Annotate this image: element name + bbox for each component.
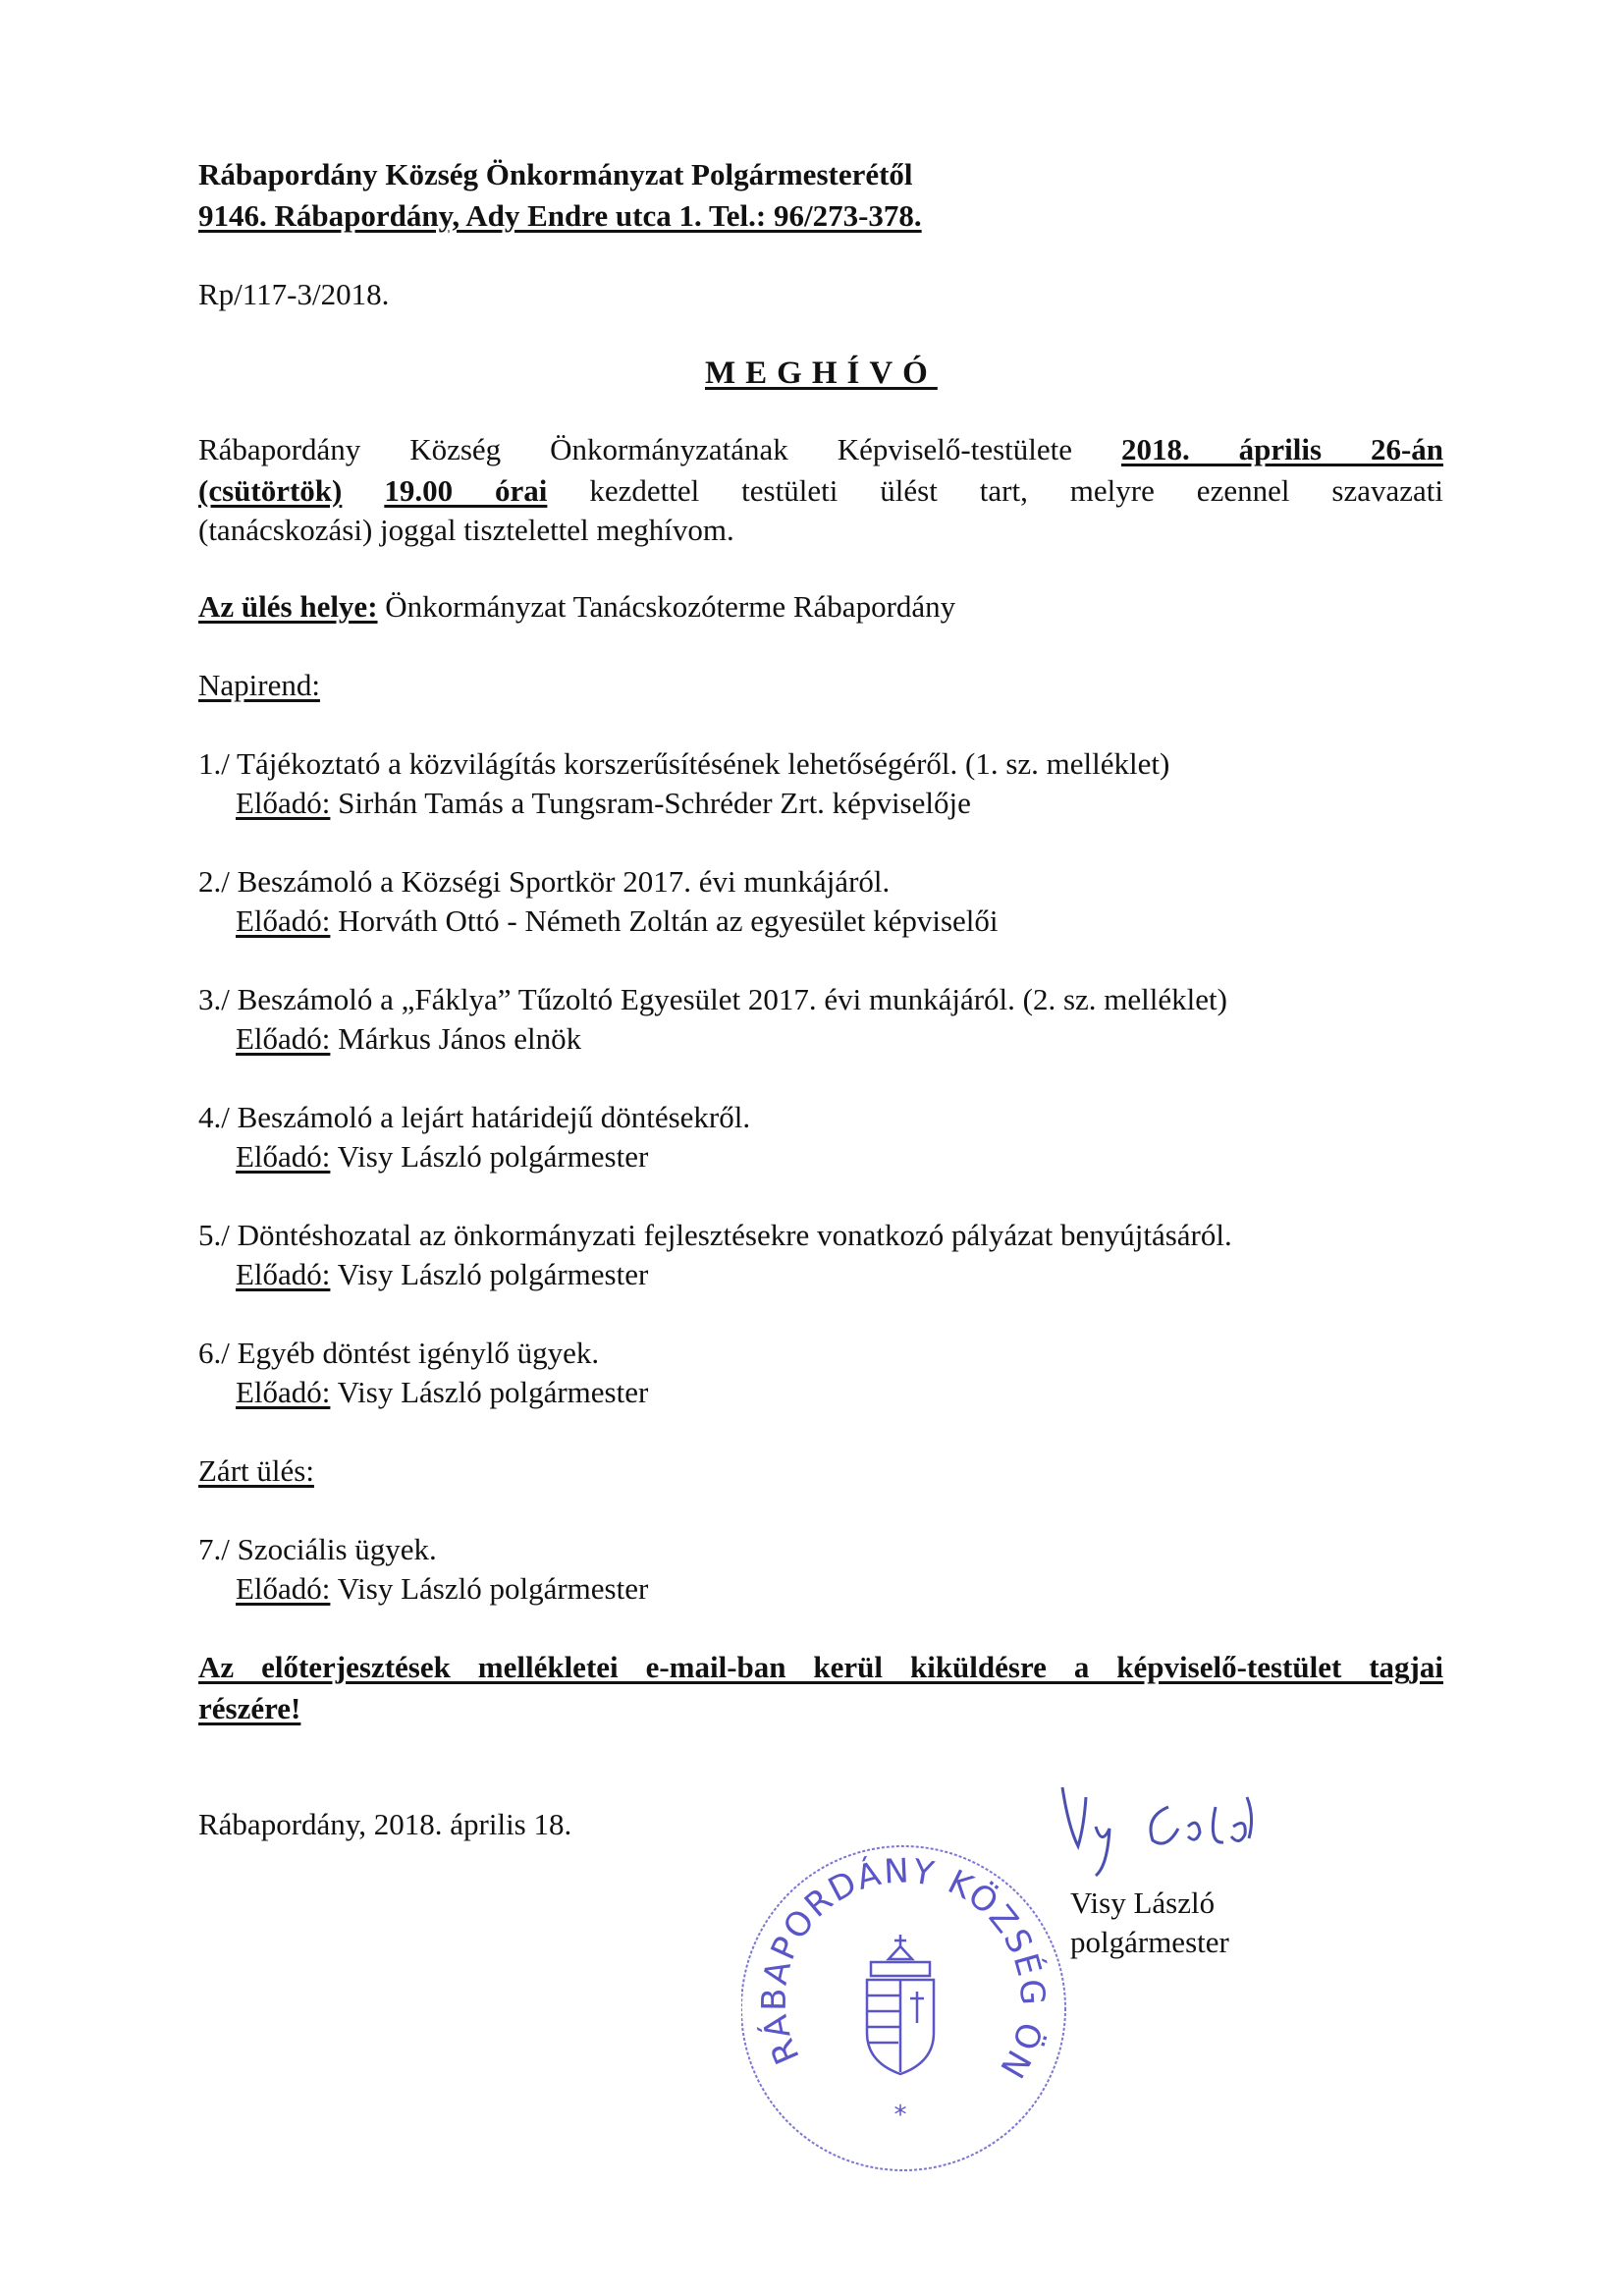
agenda-presenter xyxy=(236,1139,648,1175)
notice-line-2: részére! xyxy=(198,1691,301,1725)
header-line-1: Rábapordány Község Önkormányzat Polgármesterétől xyxy=(198,157,913,191)
intro-text-2: kezdettel testületi ülést tart, melyre ezennel szavazati xyxy=(589,473,1443,508)
hungarian-coat-of-arms-icon xyxy=(867,1935,934,2074)
header-line-2: 9146. Rábapordány, Ady Endre utca 1. Tel.: 96/273-378. xyxy=(198,198,922,233)
presenter-label: Előadó: xyxy=(236,786,331,820)
agenda-presenter xyxy=(236,1021,581,1057)
intro-line-3: (tanácskozási) joggal tisztelettel meghívom. xyxy=(198,513,734,547)
closed-session-label: Zárt ülés: xyxy=(198,1453,314,1488)
handwritten-signature xyxy=(1051,1768,1306,1886)
agenda-item: 4./ Beszámoló a lejárt határidejű döntésekről. xyxy=(198,1100,751,1134)
presenter-name: Visy László polgármester xyxy=(337,1375,649,1409)
venue xyxy=(198,589,955,625)
agenda-presenter xyxy=(236,1571,648,1607)
presenter-label: Előadó: xyxy=(236,1375,331,1409)
presenter-label: Előadó: xyxy=(236,1021,331,1056)
agenda-item: 1./ Tájékoztató a közvilágítás korszerűsítésének lehetőségéről. (1. sz. melléklet) xyxy=(198,746,1170,781)
intro-line-2 xyxy=(198,473,1443,509)
presenter-label: Előadó: xyxy=(236,1571,331,1606)
venue-label: Az ülés helye: xyxy=(198,589,378,624)
signatory-name: Visy László xyxy=(1070,1886,1216,1920)
agenda-presenter xyxy=(236,786,971,821)
agenda-label: Napirend: xyxy=(198,668,320,702)
presenter-name: Márkus János elnök xyxy=(338,1021,582,1056)
stamp-star-icon: * xyxy=(893,2101,907,2130)
intro-text: Rábapordány Község Önkormányzatának Képviselő-testülete xyxy=(198,432,1073,466)
signatory-role: polgármester xyxy=(1070,1925,1229,1959)
place-date: Rábapordány, 2018. április 18. xyxy=(198,1807,572,1841)
reference-number: Rp/117-3/2018. xyxy=(198,277,390,311)
presenter-name: Horváth Ottó - Németh Zoltán az egyesület képviselői xyxy=(338,903,999,938)
agenda-item: 7./ Szociális ügyek. xyxy=(198,1532,437,1566)
presenter-name: Visy László polgármester xyxy=(337,1571,649,1606)
agenda-item: 6./ Egyéb döntést igénylő ügyek. xyxy=(198,1336,600,1370)
page-title: MEGHÍVÓ xyxy=(705,355,938,391)
meeting-time: 19.00 órai xyxy=(384,473,548,508)
official-stamp xyxy=(741,1836,1075,2180)
presenter-name: Visy László polgármester xyxy=(337,1257,649,1291)
agenda-item: 2./ Beszámoló a Községi Sportkör 2017. évi munkájáról. xyxy=(198,864,891,899)
agenda-item: 3./ Beszámoló a „Fáklya” Tűzoltó Egyesület 2017. évi munkájáról. (2. sz. melléklet) xyxy=(198,982,1227,1016)
presenter-name: Sirhán Tamás a Tungsram-Schréder Zrt. képviselője xyxy=(338,786,971,820)
notice-line-1: Az előterjesztések mellékletei e-mail-ban kerül kiküldésre a képviselő-testület tagjai xyxy=(198,1650,1443,1684)
agenda-item: 5./ Döntéshozatal az önkormányzati fejlesztésekre vonatkozó pályázat benyújtásáról. xyxy=(198,1218,1232,1252)
meeting-day: (csütörtök) xyxy=(198,473,343,508)
presenter-label: Előadó: xyxy=(236,1139,331,1174)
agenda-presenter xyxy=(236,1257,648,1292)
meeting-date: 2018. április 26-án xyxy=(1120,432,1444,466)
agenda-presenter xyxy=(236,903,999,939)
presenter-label: Előadó: xyxy=(236,903,331,938)
presenter-label: Előadó: xyxy=(236,1257,331,1291)
agenda-presenter xyxy=(236,1375,648,1410)
intro-line-1 xyxy=(198,432,1443,467)
presenter-name: Visy László polgármester xyxy=(337,1139,649,1174)
venue-value: Önkormányzat Tanácskozóterme Rábapordány xyxy=(385,589,956,624)
stamp-text: RÁBAPORDÁNY KÖZSÉG ÖN xyxy=(754,1851,1053,2087)
